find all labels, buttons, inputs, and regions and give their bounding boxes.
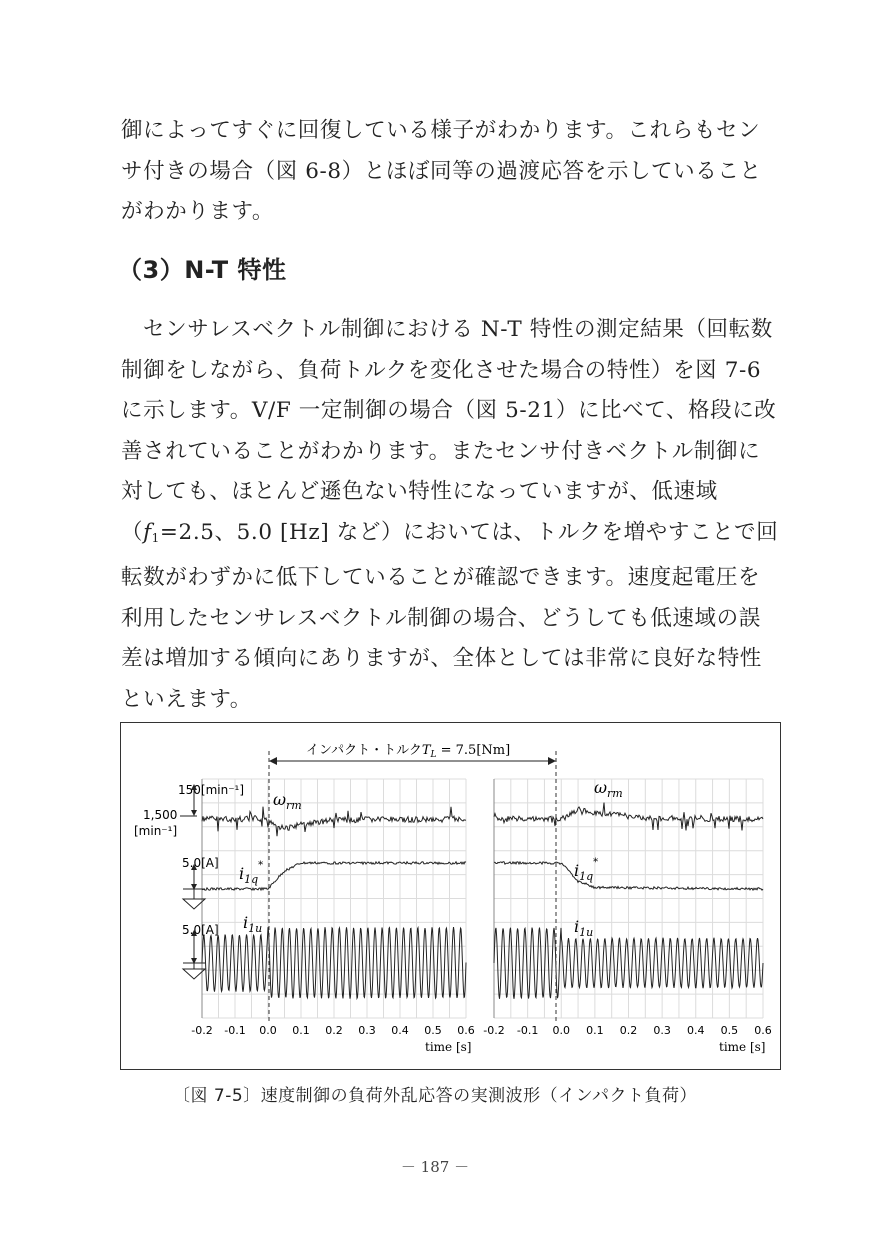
label-iu-left: $i_{1u}$ bbox=[243, 913, 263, 935]
figure-caption: 〔図 7-5〕速度制御の負荷外乱応答の実測波形（インパクト負荷） bbox=[173, 1086, 697, 1106]
x-tick-labels bbox=[191, 1024, 771, 1037]
x-tick-label: 0.5 bbox=[424, 1024, 442, 1037]
x-tick-label: 0.0 bbox=[259, 1024, 277, 1037]
x-tick-label: -0.1 bbox=[516, 1024, 539, 1037]
label-iu-right: $i_{1u}$ bbox=[574, 917, 594, 939]
label-wrm-left: $\omega_{rm}$ bbox=[273, 790, 302, 812]
freq-symbol: f bbox=[143, 519, 152, 545]
para2-text-a: センサレスベクトル制御における N-T 特性の測定結果（回転数制御をしながら、負荷トルクを変化させた場合の特性）を図 7-6 に示します。V/F 一定制御の場合（図 5-21）に比べて、格段に改善されていることがわかります。またセンサ付きベクトル制御に対しても、ほとんど遜色ない特性になっていますが、低速域（ bbox=[121, 317, 777, 545]
x-tick-label: 0.1 bbox=[586, 1024, 604, 1037]
label-wrm-right: $\omega_{rm}$ bbox=[594, 778, 623, 800]
speed-ref-value: 1,500 bbox=[143, 808, 178, 822]
x-tick-label: 0.4 bbox=[391, 1024, 409, 1037]
paragraph-continuation: 御によってすぐに回復している様子がわかります。これらもセンサ付きの場合（図 6-8）とほぼ同等の過渡応答を示していることがわかります。 bbox=[121, 118, 762, 224]
label-iq-left: $i_{1q}^*$ bbox=[239, 860, 264, 886]
x-tick-label: -0.2 bbox=[483, 1024, 505, 1037]
x-tick-label: 0.1 bbox=[292, 1024, 310, 1037]
para2-text-b: =2.5、5.0 [Hz] など）においては、トルクを増やすことで回転数がわずかに低下していることが確認できます。速度起電圧を利用したセンサレスベクトル制御の場合、どうしても低速域の誤差は増加する傾向にありますが、全体としては非常に良好な特性といえます。 bbox=[121, 519, 779, 712]
paragraph-nt-characteristics bbox=[121, 310, 781, 720]
x-tick-label: 0.4 bbox=[687, 1024, 705, 1037]
speed-ref-unit: [min⁻¹] bbox=[134, 824, 178, 838]
section-heading: （3）N-T 特性 bbox=[118, 256, 287, 284]
figure-frame bbox=[120, 722, 781, 1070]
freq-subscript: 1 bbox=[151, 530, 160, 545]
current-scale-label-1: 5.0[A] bbox=[182, 856, 219, 870]
x-tick-label: 0.5 bbox=[720, 1024, 739, 1037]
impact-label: インパクト・トルク$T_L = 7.5[Nm]$ bbox=[306, 743, 511, 760]
label-iq-right: $i_{1q}^*$ bbox=[574, 857, 599, 883]
left-panel-grid bbox=[202, 779, 466, 1018]
x-tick-label: 0.2 bbox=[619, 1024, 638, 1037]
page-number: － 187 － bbox=[400, 1158, 470, 1176]
x-tick-label: 0.3 bbox=[653, 1024, 671, 1037]
speed-scale-label: 150[min⁻¹] bbox=[178, 783, 245, 797]
x-tick-label: 0.6 bbox=[754, 1024, 772, 1037]
current-scale-label-2: 5.0[A] bbox=[182, 923, 219, 937]
xlabel-right: time [s] bbox=[719, 1040, 766, 1054]
x-tick-label: 0.2 bbox=[325, 1024, 343, 1037]
x-tick-label: 0.6 bbox=[457, 1024, 475, 1037]
x-tick-label: 0.3 bbox=[358, 1024, 376, 1037]
waveform-figure bbox=[121, 723, 782, 1071]
x-tick-label: 0.0 bbox=[552, 1024, 570, 1037]
x-tick-label: -0.1 bbox=[224, 1024, 246, 1037]
xlabel-left: time [s] bbox=[425, 1040, 472, 1054]
x-tick-label: -0.2 bbox=[191, 1024, 213, 1037]
